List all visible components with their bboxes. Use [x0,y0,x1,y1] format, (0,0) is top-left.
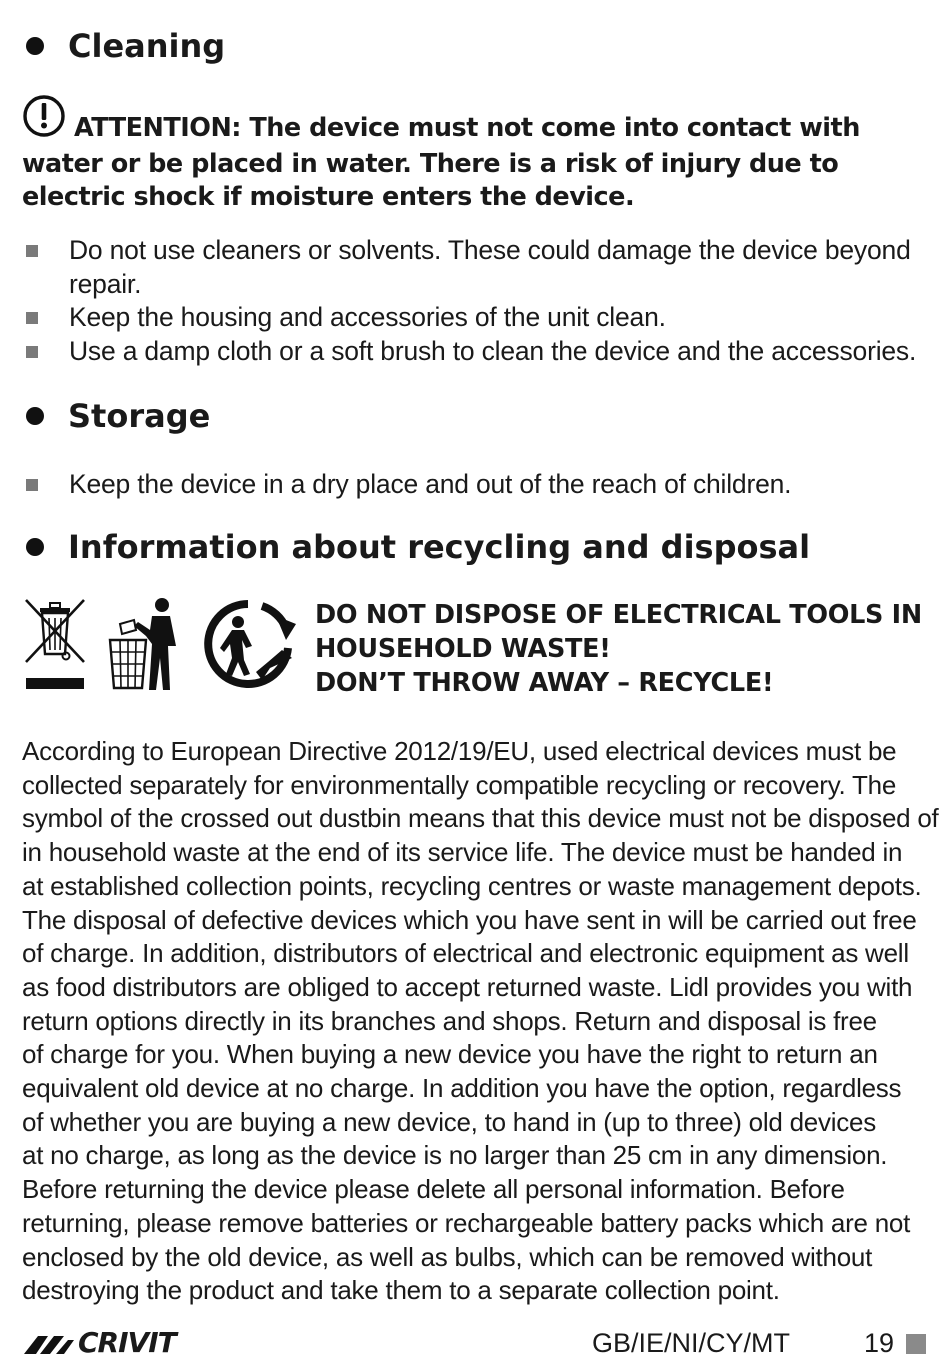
paragraph-line: of charge for you. When buying a new device you have the right to return an [22,1039,878,1070]
square-bullet-icon [26,245,38,257]
paragraph-line: in household waste at the end of its service life. The device must be handed in [22,837,903,868]
paragraph-line: equivalent old device at no charge. In addition you have the option, regardless [22,1073,902,1104]
brand-logo: CRIVIT [78,1326,176,1359]
storage-list [22,468,932,502]
disposal-heading: Information about recycling and disposal [68,528,811,566]
crossed-out-wheelie-bin-icon [22,596,90,697]
paragraph-line: destroying the product and take them to a separate collection point. [22,1275,780,1306]
attention-notice [22,94,912,215]
paragraph-line: returning, please remove batteries or rechargeable battery packs which are not [22,1207,911,1238]
list-item: Use a damp cloth or a soft brush to clean the device and the accessories. [22,335,932,369]
square-bullet-icon [26,346,38,358]
page-marker-square-icon [906,1334,926,1354]
paragraph-line: as food distributors are obliged to accept returned waste. Lidl provides you with [22,971,913,1002]
paragraph-line: return options directly in its branches and shops. Return and disposal is free [22,1005,877,1036]
disposal-warning [315,598,935,700]
list-item: Do not use cleaners or solvents. These could damage the device beyond repair. [22,234,932,301]
paragraph-line: of whether you are buying a new device, to hand in (up to three) old devices [22,1106,876,1137]
paragraph-line: of charge. In addition, distributors of electrical and electronic equipment as well [22,938,909,969]
paragraph-line: symbol of the crossed out dustbin means that this device must not be disposed of [22,803,939,834]
attention-text: ATTENTION: The device must not come into contact with water or be placed in water. There is a risk of injury due to electric shock if moisture enters the device. [22,113,860,212]
cleaning-heading: Cleaning [68,27,226,65]
paragraph-line: Before returning the device please delete all personal information. Before [22,1174,845,1205]
cleaning-list [22,234,932,368]
heading-bullet-icon [26,407,44,425]
country-codes: GB/IE/NI/CY/MT [592,1328,791,1358]
list-item: Keep the housing and accessories of the unit clean. [22,301,932,335]
storage-heading: Storage [68,397,211,435]
paragraph-line: collected separately for environmentally compatible recycling or recovery. The [22,769,897,800]
warning-line: HOUSEHOLD WASTE! [315,634,611,664]
recycle-arrows-icon [200,598,300,693]
paragraph-line: enclosed by the old device, as well as bulbs, which can be removed without [22,1241,873,1272]
tidyman-litter-bin-icon [106,596,186,697]
paragraph-line: According to European Directive 2012/19/EU, used electrical devices must be [22,736,897,766]
warning-line: DON’T THROW AWAY – RECYCLE! [315,668,774,698]
square-bullet-icon [26,312,38,324]
heading-bullet-icon [26,37,44,55]
heading-bullet-icon [26,538,44,556]
square-bullet-icon [26,479,38,491]
paragraph-line: at no charge, as long as the device is no larger than 25 cm in any dimension. [22,1140,888,1171]
warning-line: DO NOT DISPOSE OF ELECTRICAL TOOLS IN [315,600,922,630]
paragraph-line: The disposal of defective devices which you have sent in will be carried out free [22,904,917,935]
list-item: Keep the device in a dry place and out of the reach of children. [22,468,932,502]
paragraph-line: at established collection points, recycling centres or waste management depots. [22,870,922,901]
brand-logo-mark-icon [22,1332,76,1361]
disposal-paragraph [22,735,939,1308]
exclamation-circle-icon [22,94,68,148]
page-number: 19 [864,1328,895,1358]
